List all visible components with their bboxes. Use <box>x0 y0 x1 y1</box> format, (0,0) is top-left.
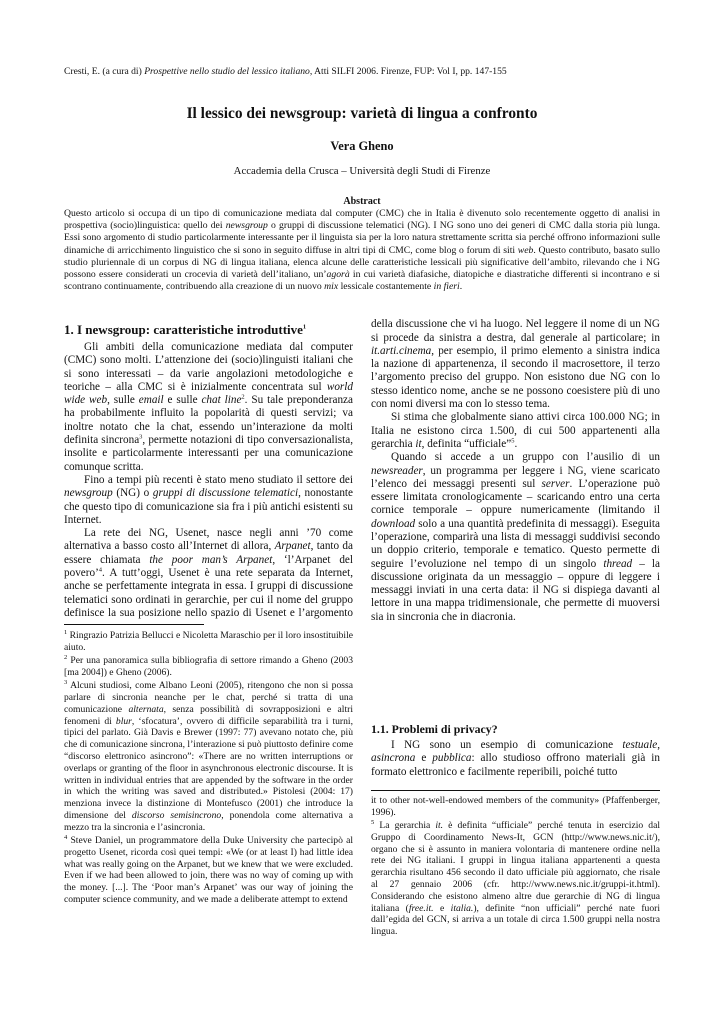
footnote-2 <box>64 655 353 679</box>
footnote-separator-right <box>371 790 660 791</box>
section-1-1-heading: 1.1. Problemi di privacy? <box>371 722 498 736</box>
paragraph-emphasis-continued: it <box>415 437 422 450</box>
footnote-text: Per una panoramica sulla bibliografia di settore rimando a Gheno (2003 [ma 2004]) e Gheno (2006). <box>64 655 353 678</box>
footnotes-right <box>371 795 660 940</box>
footnote-text: La gerarchia <box>374 820 436 832</box>
abstract-text <box>64 208 660 293</box>
paragraph-emphasis: testuale <box>622 739 658 751</box>
footnote-text: , ponendola come alternativa a mezzo tra la sincronia e l’asincronia. <box>64 809 353 833</box>
footnotes-left <box>64 630 353 907</box>
paragraph-text-continued: della discussione che vi ha luogo. Nel leggere il nome di un NG si procede da sinistra a destra, dal generale al particolare; in <box>371 318 660 344</box>
paragraph-emphasis-continued: server <box>541 477 570 490</box>
abstract-text-part: Questo articolo si occupa di un tipo di comunicazione mediata dal computer (CMC) che in Italia è divenuto solo recentemente oggetto di analisi in prospettiva (socio)linguistica: quello dei <box>64 208 660 232</box>
abstract-emphasis: web <box>517 244 534 256</box>
footnote-emphasis: alternata <box>128 703 164 715</box>
paragraph-text: . A tutt’oggi, Usenet è una rete separata da Internet, anche se perfettamente integrata in essa. I gruppi di discussione telematici sono ordinati in gerarchie, per cui il nome del gruppo definisce la sua posizione nello spazio di Usenet e l’argomento <box>64 567 353 619</box>
paragraph-emphasis: Arpanet <box>274 540 311 553</box>
paragraph-emphasis: pubblica <box>432 752 472 765</box>
paragraph-text: , tanto da essere chiamata <box>64 540 353 566</box>
paper-title: Il lessico dei newsgroup: varietà di lingua a confronto <box>186 105 538 122</box>
abstract-text-part: in cui varietà diafasiche, diatopiche e diastratiche differenti si incontrano e si scontrano continuamente, contribuendo alla creazione di un nuovo <box>64 269 660 293</box>
footnote-text: Steve Daniel, un programmatore della Duke University che partecipò al progetto Usenet, ricorda così quei tempi: «We (or at least I) had little idea what was really going on the Arpanet, but we knew that we were excluded. Even if we had been allowed to join, there was no way of coming up with the money. [...]. The ‘Poor man’s Arpanet’ was our way of joining the computer science community, and we made a deliberate attempt to extend <box>64 835 353 906</box>
citation-book-title: Prospettive nello studio del lessico italiano <box>144 66 310 77</box>
footnote-ref-4: 4 <box>98 566 103 574</box>
paragraph-2 <box>64 474 353 527</box>
author-name: Vera Gheno <box>330 139 394 153</box>
right-column-continuation <box>371 318 660 624</box>
footnote-emphasis: free.it. <box>408 902 434 914</box>
footnote-text: ), definite “non ufficiali” perché nate fuori dall’egida del GCN, si arriva a un totale di circa 1.500 gruppi nella nostra lingua. <box>371 902 661 938</box>
footnote-number: 5 <box>371 818 375 826</box>
abstract-emphasis: agorà <box>326 269 350 281</box>
footnote-text: e <box>433 902 451 914</box>
citation-suffix: , Atti SILFI 2006. Firenze, FUP: Vol I, pp. 147-155 <box>309 66 507 77</box>
footnote-number: 2 <box>64 653 68 661</box>
paragraph-text: , sulle <box>107 394 139 407</box>
footnote-separator-left <box>64 624 204 625</box>
paragraph-text: : allo studioso offrono materiali già in formato elettronico e facilmente reperibili, poiché tutto <box>371 752 660 778</box>
abstract-emphasis: mix <box>324 281 339 293</box>
paragraph-text: Gli ambiti della comunicazione mediata dal computer (CMC) sono molti. L’attenzione dei (socio)linguisti italiani che si sono interessati – da varie angolazioni metodologiche e teoriche – alla CMC si è inizialmente concentrata sul <box>64 341 353 393</box>
right-column <box>371 318 660 706</box>
paragraph-emphasis: world wide web <box>64 380 353 407</box>
footnote-3 <box>64 680 353 833</box>
footnote-4 <box>64 835 353 906</box>
paragraph-text-continued: , definita “ufficiale” <box>421 437 512 450</box>
footnote-text: , ‘sfocatura’, ovvero di difficile separabilità tra i turni, tipici del parlato. Già Davis e Brewer (1997: 77) avevano notato che, più che di comunicazione sincrona, l’interazione si può piuttosto definire come “discorso elettronico asincrono”: «There are no written interruptions or overlaps or granting of the floor in asynchronous electronic discourse. It is written in individual entries that are appended by the software in the order in which the writing was saved and distributed.» Pistolesi (2004: 17) menziona invece la distinzione di Montefusco (2001) che introduce la dimensione del <box>64 715 353 821</box>
paragraph-text: La rete dei NG, Usenet, nasce negli anni ’70 come alternativa a basso costo all’Internet di allora, <box>64 527 353 553</box>
paragraph-4-continued <box>371 411 660 451</box>
paragraph-text: I NG sono un esempio di comunicazione <box>391 739 623 751</box>
left-column <box>64 318 353 620</box>
paragraph-text: . Su tale preponderanza ha probabilmente influito la popolarità di questi servizi; va inoltre notato che la chat, essendo un’interazione da molti definita sincrona <box>64 394 353 447</box>
paragraph-text: Fino a tempi più recenti è stato meno studiato il settore dei <box>84 473 353 486</box>
paragraph-text-continued: Quando si accede a un gruppo con l’ausilio di un <box>391 451 660 464</box>
footnote-ref-5-continued: 5 <box>511 437 515 445</box>
abstract-text-part: . Questo contributo, basato sullo studio pluriennale di un corpus di NG di lingua italiana, elenca alcune delle caratteristiche lessicali più significative dell’ambito, rilevando che i NG possono essere considerati un crocevia di varietà dell’italiano, un’ <box>64 244 660 281</box>
abstract-heading: Abstract <box>343 196 381 207</box>
paragraph-emphasis: email <box>138 394 164 407</box>
abstract-emphasis: in fieri <box>433 281 460 293</box>
footnote-1 <box>64 630 353 654</box>
paragraph-text-continued: Si stima che globalmente siano attivi circa 100.000 NG; in Italia ne esistono circa 1.500, di cui 500 appartenenti alla gerarchia <box>371 411 660 450</box>
paragraph-text-continued: . <box>514 437 518 450</box>
right-column-section-1-1 <box>371 712 660 779</box>
paragraph-emphasis-continued: thread <box>603 557 633 570</box>
paragraph-text: , ‘l’Arpanet del povero’ <box>64 553 353 580</box>
paragraph-text-continued: . L’operazione può essere limitata cronologicamente – scaricando entro una certa cornice temporale – oppure numericamente (limitando il <box>371 477 660 517</box>
paragraph-emphasis: gruppi di discussione telematici <box>152 487 299 500</box>
footnote-text: Ringrazio Patrizia Bellucci e Nicoletta Maraschio per il loro insostituibile aiuto. <box>64 630 353 653</box>
citation-header <box>64 66 664 78</box>
affiliation: Accademia della Crusca – Università degli Studi di Firenze <box>233 165 491 177</box>
footnote-emphasis: italia. <box>450 902 474 914</box>
footnote-number: 4 <box>64 833 68 841</box>
paragraph-3-start <box>64 527 353 620</box>
paragraph-emphasis: newsgroup <box>64 487 113 500</box>
paragraph-6 <box>371 739 660 779</box>
abstract-text-part: lessicale costantemente <box>338 281 434 293</box>
abstract-emphasis: newsgroup <box>225 220 268 232</box>
paragraph-text: , permette notazioni di tipo conversazionalista, insolite e particolarmente interessanti per una comunicazione comunque scritta. <box>64 434 353 473</box>
footnote-text: Alcuni studiosi, come Albano Leoni (2005), ritengono che non si possa parlare di sincronia neanche per le chat, perché si tratta di una comunicazione <box>64 680 353 715</box>
footnote-ref-1: 1 <box>302 323 307 331</box>
paragraph-text: (NG) o <box>112 487 153 500</box>
footnote-number: 1 <box>64 628 68 636</box>
paragraph-emphasis: chat line <box>201 394 242 407</box>
paragraph-emphasis: the poor man’s Arpanet <box>149 553 273 566</box>
section-1-heading <box>64 322 353 338</box>
paragraph-3-start-continued <box>371 318 660 411</box>
paragraph-1 <box>64 341 353 474</box>
footnote-5 <box>371 820 660 938</box>
paragraph-text: e sulle <box>163 394 202 407</box>
paragraph-emphasis-continued: it.arti.cinema <box>371 344 432 357</box>
paragraph-5-continued <box>371 451 660 624</box>
paragraph-text-continued: – la discussione originata da un messaggio – oppure di leggere i messaggi inviati in una certa data: il NG si dispiega davanti al lettore in una mappa tridimensionale, che permette di muoversi sia in sincronia che in diacronia. <box>371 557 660 623</box>
citation-prefix: Cresti, E. (a cura di) <box>64 66 145 77</box>
paragraph-text-continued: , per esempio, il primo elemento a sinistra indica la nazione di appartenenza, il secondo il macrosettore, il terzo l’argomento preciso del gruppo. Non esistono due NG con lo stesso identico nome, anche se ne possono coesistere più di uno con nomi diversi ma con lo stesso tema. <box>371 344 660 411</box>
paragraph-text: , <box>657 739 660 751</box>
paragraph-text: e <box>415 752 433 765</box>
abstract-text-part: . <box>459 281 463 293</box>
footnote-emphasis: discorso semisincrono <box>131 809 222 821</box>
paragraph-text-continued: , un programma per leggere i NG, viene scaricato l’elenco dei messaggi presenti sul <box>371 464 660 490</box>
abstract-text-part: o gruppi di discussione telematici (NG). I NG sono uno dei generi di CMC dalla storia più lunga. Essi sono argomento di studio particolarmente interessante per il linguista sia per la loro natura strettamente scritta sia perché offrono informazioni sulle dinamiche di arricchimento linguistico che si sono in seguito diffuse in altri tipi di CMC, come blog o forum di siti <box>64 220 661 256</box>
paragraph-text: , nonostante che questo tipo di comunicazione sia fra i più antichi esistenti su Internet. <box>64 487 353 526</box>
footnote-text: , senza possibilità di sovrapposizioni e altri fenomeni di <box>64 703 353 727</box>
footnote-number: 3 <box>64 679 68 686</box>
section-1-heading-text: 1. I newsgroup: caratteristiche introduttive <box>64 322 303 337</box>
footnote-emphasis: it. <box>435 820 444 832</box>
paragraph-text-continued: solo a una quantità predefinita di messaggi). Eseguita l’operazione, comparirà una lista di messaggi suddivisi secondo un doppio criterio, temporale e tematico. Questo permette di seguire l’evoluzione nel tempo di un singolo <box>371 517 660 570</box>
footnote-text: è definita “ufficiale” perché tenuta in esercizio dal Gruppo di Coordinamento News-It, GCN (http://www.news.nic.it/), organo che si è assunto in maniera volontaria di mantenere ordine nella rete dei NG italiani. I gruppi in lingua italiana appartenenti a questa gerarchia risultano 456 secondo il dato ufficiale più aggiornato, che risale al 27 gennaio 2006 (cfr. http://www.news.nic.it/gruppi-it.html). Considerando che esistono almeno altre due gerarchie di NG di lingua italiana ( <box>371 820 660 914</box>
footnote-4-continued: it to other not-well-endowed members of the community» (Pfaffenberger, 1996). <box>371 795 660 818</box>
footnote-ref-2: 2 <box>241 393 245 401</box>
paragraph-emphasis-continued: download <box>371 517 416 530</box>
footnote-emphasis: blur <box>115 715 132 727</box>
paragraph-emphasis: asincrona <box>371 752 416 765</box>
footnote-ref-3: 3 <box>139 433 143 441</box>
paragraph-emphasis-continued: newsreader <box>371 464 423 477</box>
